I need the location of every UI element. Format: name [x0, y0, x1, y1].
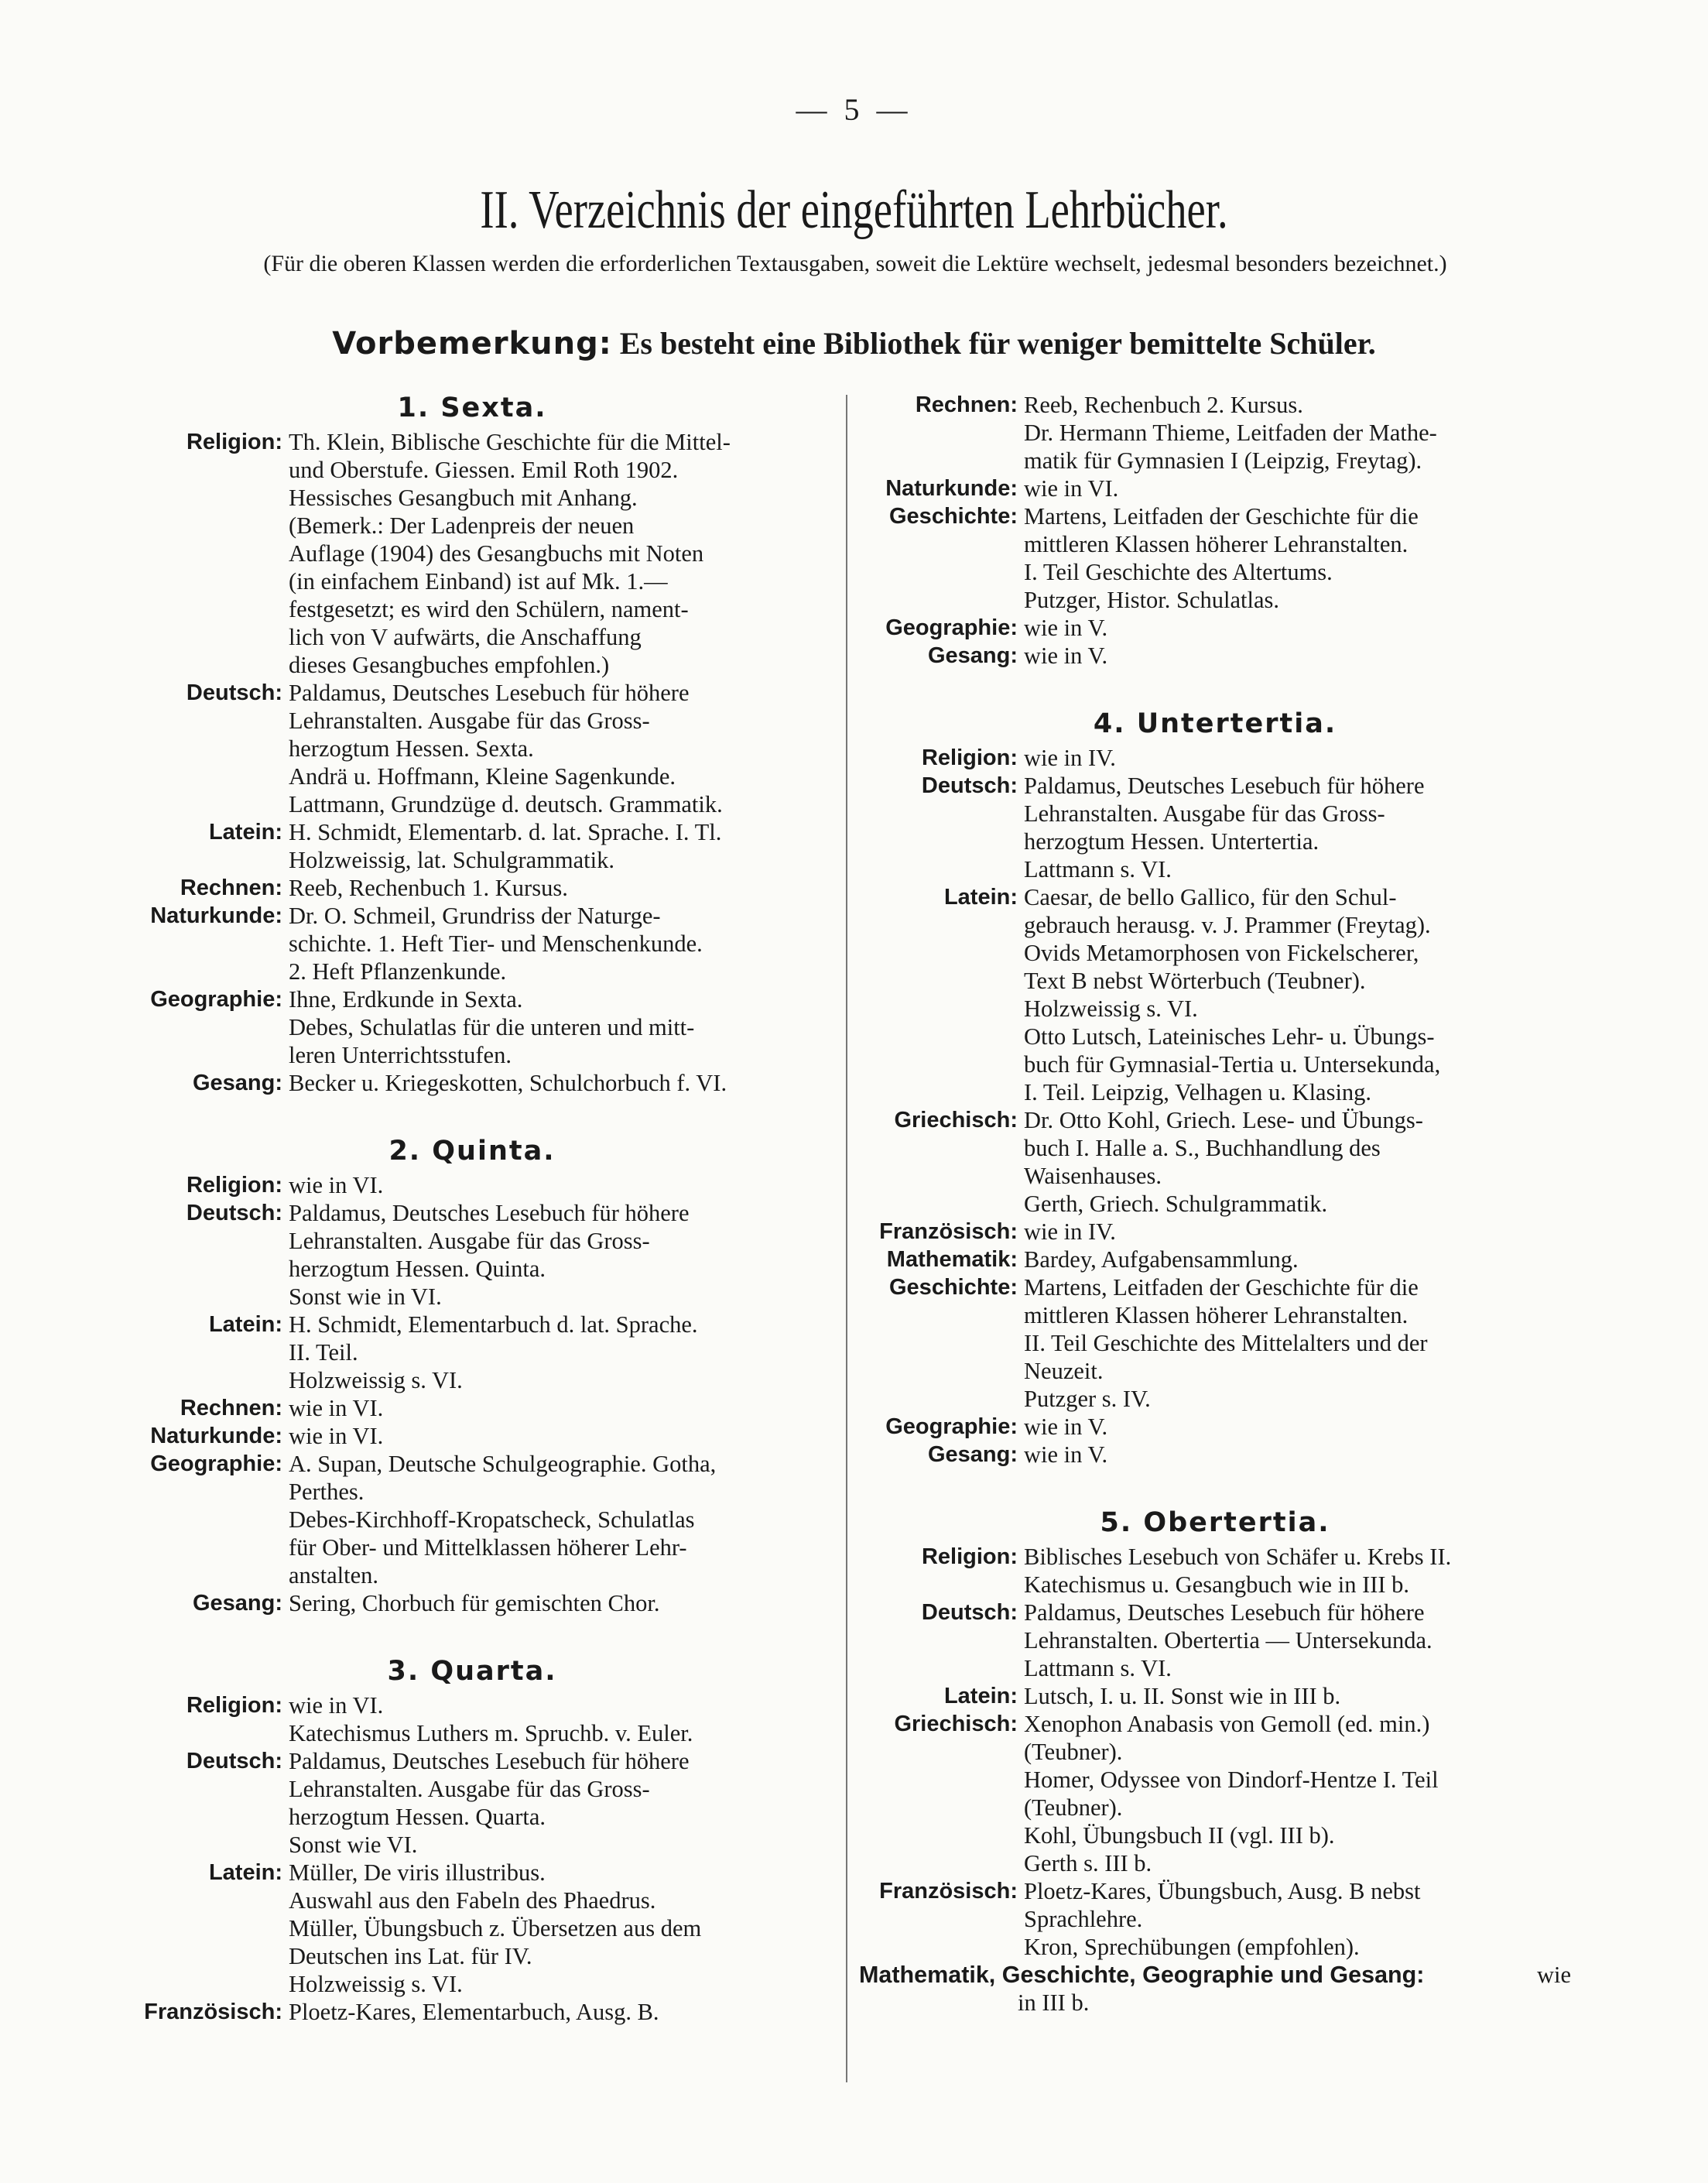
entry-line: Katechismus u. Gesangbuch wie in III b. [1024, 1571, 1410, 1598]
entry-line: herzogtum Hessen. Sexta. [289, 735, 534, 762]
entry-line: Sprachlehre. [1024, 1906, 1143, 1932]
entry-label: Latein: [943, 1684, 1018, 1708]
entry-line: wie in VI. [289, 1395, 384, 1421]
entry-latein [116, 818, 828, 874]
entry-line: Ploetz-Kares, Elementarbuch, Ausg. B. [289, 1999, 659, 2025]
entry-label: Mathematik: [886, 1247, 1018, 1272]
entry-line: Dr. Otto Kohl, Griech. Lese- und Übungs- [1024, 1107, 1423, 1133]
entry-line: (Teubner). [1024, 1739, 1123, 1765]
entry-line: wie in VI. [289, 1423, 384, 1449]
entry-latein [859, 1682, 1571, 1710]
entry-gesang [859, 642, 1571, 670]
entry-label: Geographie: [150, 1451, 282, 1476]
entry-label: Geschichte: [889, 1275, 1018, 1300]
entry-line: Deutschen ins Lat. für IV. [289, 1943, 532, 1969]
entry-value [289, 1069, 828, 1097]
entry-label: Naturkunde: [150, 903, 282, 928]
entry-naturkunde [859, 475, 1571, 502]
entry-value [289, 1171, 828, 1199]
entry-line: Biblisches Lesebuch von Schäfer u. Krebs II. [1024, 1544, 1452, 1570]
entry-line: A. Supan, Deutsche Schulgeographie. Gotha, [289, 1451, 717, 1477]
entry-franzoesisch [859, 1877, 1571, 1961]
entry-line: Reeb, Rechenbuch 1. Kursus. [289, 875, 568, 901]
entry-naturkunde [116, 902, 828, 985]
entry-line: 2. Heft Pflanzenkunde. [289, 958, 507, 985]
entry-line: Bardey, Aufgabensammlung. [1024, 1246, 1299, 1273]
entry-label: Religion: [186, 1173, 282, 1198]
entry-line: Lehranstalten. Ausgabe für das Gross- [289, 708, 650, 734]
entry-franzoesisch [859, 1218, 1571, 1246]
entry-line: Dr. O. Schmeil, Grundriss der Naturge- [289, 903, 661, 929]
entry-line: Lehranstalten. Ausgabe für das Gross- [1024, 800, 1385, 827]
entry-griechisch [859, 1106, 1571, 1218]
entry-deutsch [116, 1199, 828, 1311]
entry-value [1024, 1246, 1571, 1273]
entry-value [1024, 614, 1571, 642]
entry-line: Martens, Leitfaden der Geschichte für die [1024, 503, 1419, 529]
section-heading-obertertia: 5. Obertertia. [1100, 1507, 1330, 1538]
entry-religion [859, 744, 1571, 772]
entry-value: wie [1536, 1962, 1571, 1988]
entry-value [1024, 883, 1571, 1106]
entry-label: Religion: [921, 1544, 1018, 1569]
entry-value [1024, 502, 1571, 614]
entry-label: Geschichte: [889, 504, 1018, 529]
entry-label: Naturkunde: [885, 476, 1018, 501]
entry-label: Griechisch: [894, 1108, 1018, 1133]
entry-deutsch [116, 679, 828, 818]
entry-label: Griechisch: [894, 1712, 1018, 1736]
entry-line: wie in V. [1024, 1441, 1108, 1468]
entry-label: Latein: [208, 820, 282, 845]
entry-value [1024, 1710, 1571, 1877]
entry-line: Text B nebst Wörterbuch (Teubner). [1024, 968, 1366, 994]
entry-line: buch für Gymnasial-Tertia u. Untersekunda, [1024, 1051, 1441, 1078]
entry-line: Gerth s. III b. [1024, 1850, 1152, 1876]
entry-gesang [116, 1069, 828, 1097]
entry-label: Geographie: [885, 615, 1018, 640]
entry-line: schichte. 1. Heft Tier- und Menschenkunde. [289, 930, 703, 957]
entry-value [1024, 1273, 1571, 1413]
entry-line: herzogtum Hessen. Quarta. [289, 1804, 546, 1830]
entry-mathematik [859, 1246, 1571, 1273]
entry-value [1024, 1413, 1571, 1441]
entry-latein [116, 1311, 828, 1394]
entry-line: Putzger s. IV. [1024, 1386, 1151, 1412]
entry-label: Deutsch: [186, 1749, 282, 1773]
entry-line: Neuzeit. [1024, 1358, 1104, 1384]
entry-label: Geographie: [150, 987, 282, 1012]
entry-geographie [859, 1413, 1571, 1441]
entry-value [289, 1394, 828, 1422]
entry-line: Müller, Übungsbuch z. Übersetzen aus dem [289, 1915, 702, 1941]
entry-line: mittleren Klassen höherer Lehranstalten. [1024, 1302, 1409, 1328]
entry-value [1024, 1599, 1571, 1682]
entry-label: Latein: [208, 1312, 282, 1337]
entry-geographie [859, 614, 1571, 642]
entry-gesang [116, 1589, 828, 1617]
entry-line: II. Teil Geschichte des Mittelalters und der [1024, 1330, 1428, 1356]
entry-line: Auflage (1904) des Gesangbuchs mit Noten [289, 540, 704, 567]
entry-value [1024, 1441, 1571, 1468]
entry-label: Latein: [943, 885, 1018, 910]
entry-label: Gesang: [927, 1442, 1018, 1467]
entry-label: Französisch: [879, 1219, 1018, 1244]
entry-line: lich von V aufwärts, die Anschaffung [289, 624, 642, 650]
entry-line: (Bemerk.: Der Ladenpreis der neuen [289, 512, 635, 539]
entry-value [289, 1199, 828, 1311]
entry-line: Debes-Kirchhoff-Kropatscheck, Schulatlas [289, 1506, 695, 1533]
entry-value [1024, 1218, 1571, 1246]
entry-line: leren Unterrichtsstufen. [289, 1042, 512, 1068]
entry-line: Lattmann s. VI. [1024, 856, 1172, 882]
entry-label: Rechnen: [180, 1396, 282, 1420]
entry-line: Sering, Chorbuch für gemischten Chor. [289, 1590, 660, 1616]
entry-value [289, 818, 828, 874]
entry-line: I. Teil Geschichte des Altertums. [1024, 559, 1333, 585]
entry-geschichte [859, 1273, 1571, 1413]
entry-line: wie in V. [1024, 643, 1108, 669]
entry-value [289, 1589, 828, 1617]
entry-value [289, 1311, 828, 1394]
entry-line: Putzger, Histor. Schulatlas. [1024, 587, 1280, 613]
entry-label: Mathematik, Geschichte, Geographie und Gesang: [859, 1962, 1425, 1988]
entry-line: Lattmann, Grundzüge d. deutsch. Grammatik. [289, 791, 723, 817]
entry-line: Otto Lutsch, Lateinisches Lehr- u. Übungs- [1024, 1023, 1435, 1050]
entry-label: Französisch: [879, 1879, 1018, 1904]
entry-line: II. Teil. [289, 1339, 358, 1366]
vorbemerkung-label: Vorbemerkung: [332, 326, 612, 362]
entry-deutsch [859, 1599, 1571, 1682]
entry-label: Religion: [186, 1693, 282, 1718]
entry-value [289, 874, 828, 902]
entry-value [289, 1691, 828, 1747]
entry-line: Paldamus, Deutsches Lesebuch für höhere [289, 680, 690, 706]
entry-line: Reeb, Rechenbuch 2. Kursus. [1024, 392, 1303, 418]
entry-line: Ploetz-Kares, Übungsbuch, Ausg. B nebst [1024, 1878, 1421, 1904]
page-number: — 5 — [796, 92, 912, 127]
section-heading-quarta: 3. Quarta. [387, 1656, 557, 1687]
entry-line: Lehranstalten. Ausgabe für das Gross- [289, 1776, 650, 1802]
entry-label: Deutsch: [186, 1201, 282, 1225]
entry-value [289, 679, 828, 818]
entry-label: Religion: [921, 745, 1018, 770]
entry-line: (Teubner). [1024, 1794, 1123, 1821]
entry-line: Paldamus, Deutsches Lesebuch für höhere [289, 1200, 690, 1226]
entry-franzoesisch [116, 1998, 828, 2026]
entry-deutsch [116, 1747, 828, 1859]
entry-value [289, 428, 828, 679]
entry-line: Paldamus, Deutsches Lesebuch für höhere [1024, 773, 1425, 799]
entry-geschichte [859, 502, 1571, 614]
entry-line: buch I. Halle a. S., Buchhandlung des [1024, 1135, 1381, 1161]
entry-line: Holzweissig, lat. Schulgrammatik. [289, 847, 614, 873]
entry-value [1024, 1877, 1571, 1961]
section-heading-sexta: 1. Sexta. [397, 392, 547, 423]
entry-line: wie in VI. [289, 1172, 384, 1198]
entry-value [1024, 1543, 1571, 1599]
entry-line: Homer, Odyssee von Dindorf-Hentze I. Teil [1024, 1767, 1439, 1793]
entry-value [289, 1998, 828, 2026]
entry-line: herzogtum Hessen. Untertertia. [1024, 828, 1320, 855]
entry-value [1024, 772, 1571, 883]
entry-label: Deutsch: [921, 1600, 1018, 1625]
entry-line: Debes, Schulatlas für die unteren und mitt- [289, 1014, 695, 1040]
entry-label: Geographie: [885, 1414, 1018, 1439]
entry-value [1024, 391, 1571, 475]
entry-line: wie in IV. [1024, 745, 1116, 771]
entry-line: gebrauch herausg. v. J. Prammer (Freytag). [1024, 912, 1431, 938]
entry-line: Martens, Leitfaden der Geschichte für die [1024, 1274, 1419, 1301]
entry-naturkunde [116, 1422, 828, 1450]
entry-label: Deutsch: [921, 773, 1018, 798]
entry-label: Latein: [208, 1860, 282, 1885]
entry-line: Becker u. Kriegeskotten, Schulchorbuch f. VI. [289, 1070, 727, 1096]
entry-line: Holzweissig s. VI. [289, 1971, 463, 1997]
left-column [116, 391, 828, 2026]
entry-line: festgesetzt; es wird den Schülern, nament- [289, 596, 689, 622]
entry-line: Andrä u. Hoffmann, Kleine Sagenkunde. [289, 763, 676, 790]
entry-line: dieses Gesangbuches empfohlen.) [289, 652, 610, 678]
entry-value [289, 1859, 828, 1998]
entry-religion [116, 428, 828, 679]
entry-line: Kohl, Übungsbuch II (vgl. III b). [1024, 1822, 1335, 1849]
section-heading-untertertia: 4. Untertertia. [1093, 708, 1337, 739]
section-heading-quinta: 2. Quinta. [388, 1136, 556, 1167]
entry-line: herzogtum Hessen. Quinta. [289, 1256, 546, 1282]
entry-value [1024, 1682, 1571, 1710]
entry-religion [116, 1171, 828, 1199]
entry-line: Th. Klein, Biblische Geschichte für die Mittel- [289, 429, 731, 455]
entry-line: Ovids Metamorphosen von Fickelscherer, [1024, 940, 1419, 966]
entry-griechisch [859, 1710, 1571, 1877]
entry-label: Französisch: [144, 2000, 282, 2024]
entry-line: mittleren Klassen höherer Lehranstalten. [1024, 531, 1409, 557]
entry-line: wie in IV. [1024, 1218, 1116, 1245]
entry-latein [859, 883, 1571, 1106]
entry-line: Paldamus, Deutsches Lesebuch für höhere [1024, 1599, 1425, 1626]
entry-line: Müller, De viris illustribus. [289, 1859, 546, 1886]
entry-line: wie in V. [1024, 615, 1108, 641]
entry-combined [859, 1961, 1571, 1989]
entry-line: Lattmann s. VI. [1024, 1655, 1172, 1681]
entry-religion [116, 1691, 828, 1747]
entry-rechnen [859, 391, 1571, 475]
entry-label: Gesang: [192, 1591, 282, 1616]
entry-label: Naturkunde: [150, 1424, 282, 1448]
entry-line: Sonst wie VI. [289, 1832, 418, 1858]
entry-line: Holzweissig s. VI. [1024, 996, 1198, 1022]
right-column [859, 391, 1571, 2017]
entry-line: Gerth, Griech. Schulgrammatik. [1024, 1191, 1328, 1217]
entry-line: Hessisches Gesangbuch mit Anhang. [289, 485, 638, 511]
entry-geographie [116, 985, 828, 1069]
entry-label: Deutsch: [186, 680, 282, 705]
entry-label: Gesang: [192, 1071, 282, 1095]
entry-line: wie in V. [1024, 1414, 1108, 1440]
entry-label: Rechnen: [180, 876, 282, 900]
entry-line: Paldamus, Deutsches Lesebuch für höhere [289, 1748, 690, 1774]
entry-geographie [116, 1450, 828, 1589]
entry-line: matik für Gymnasien I (Leipzig, Freytag). [1024, 447, 1422, 474]
entry-line: Ihne, Erdkunde in Sexta. [289, 986, 523, 1013]
entry-value [289, 902, 828, 985]
entry-line: Kron, Sprechübungen (empfohlen). [1024, 1934, 1360, 1960]
entry-value [1024, 744, 1571, 772]
entry-line: Xenophon Anabasis von Gemoll (ed. min.) [1024, 1711, 1430, 1737]
entry-label: Rechnen: [915, 392, 1018, 417]
entry-religion [859, 1543, 1571, 1599]
entry-line: (in einfachem Einband) ist auf Mk. 1.— [289, 568, 668, 595]
entry-label: Religion: [186, 430, 282, 454]
entry-value [1024, 475, 1571, 502]
entry-line: Katechismus Luthers m. Spruchb. v. Euler. [289, 1720, 693, 1746]
column-divider [846, 395, 847, 2082]
entry-line: Waisenhauses. [1024, 1163, 1162, 1189]
entry-value [289, 985, 828, 1069]
entry-line: wie in VI. [289, 1692, 384, 1719]
entry-value [289, 1450, 828, 1589]
entry-value [1024, 1106, 1571, 1218]
entry-rechnen [116, 874, 828, 902]
entry-line: Perthes. [289, 1479, 365, 1505]
entry-line: Auswahl aus den Fabeln des Phaedrus. [289, 1887, 656, 1914]
entry-value [289, 1747, 828, 1859]
entry-line: Sonst wie in VI. [289, 1283, 442, 1310]
page-title: II. Verzeichnis der eingeführten Lehrbücher. [480, 180, 1228, 240]
entry-line: wie in VI. [1024, 475, 1119, 502]
entry-rechnen [116, 1394, 828, 1422]
entry-line: Holzweissig s. VI. [289, 1367, 463, 1393]
entry-line: H. Schmidt, Elementarbuch d. lat. Sprache. [289, 1311, 698, 1338]
vorbemerkung [0, 325, 1708, 362]
entry-line: I. Teil. Leipzig, Velhagen u. Klasing. [1024, 1079, 1372, 1105]
entry-deutsch [859, 772, 1571, 883]
entry-gesang [859, 1441, 1571, 1468]
entry-line: Dr. Hermann Thieme, Leitfaden der Mathe- [1024, 420, 1437, 446]
entry-value-cont: in III b. [1018, 1989, 1090, 2016]
entry-line: Caesar, de bello Gallico, für den Schul- [1024, 884, 1397, 910]
entry-line: und Oberstufe. Giessen. Emil Roth 1902. [289, 457, 679, 483]
subtitle: (Für die oberen Klassen werden die erforderlichen Textausgaben, soweit die Lektüre wechselt, jedesmal besonders bezeichnet.) [263, 251, 1447, 276]
entry-value [289, 1422, 828, 1450]
entry-line: anstalten. [289, 1562, 379, 1588]
entry-line: Lehranstalten. Ausgabe für das Gross- [289, 1228, 650, 1254]
entry-label: Gesang: [927, 643, 1018, 668]
entry-line: H. Schmidt, Elementarb. d. lat. Sprache. I. Tl. [289, 819, 722, 845]
entry-value [1024, 642, 1571, 670]
vorbemerkung-text: Es besteht eine Bibliothek für weniger bemittelte Schüler. [619, 326, 1376, 361]
entry-latein [116, 1859, 828, 1998]
entry-line: für Ober- und Mittelklassen höherer Lehr- [289, 1534, 687, 1561]
entry-line: Lutsch, I. u. II. Sonst wie in III b. [1024, 1683, 1341, 1709]
entry-line: Lehranstalten. Obertertia — Untersekunda. [1024, 1627, 1432, 1654]
